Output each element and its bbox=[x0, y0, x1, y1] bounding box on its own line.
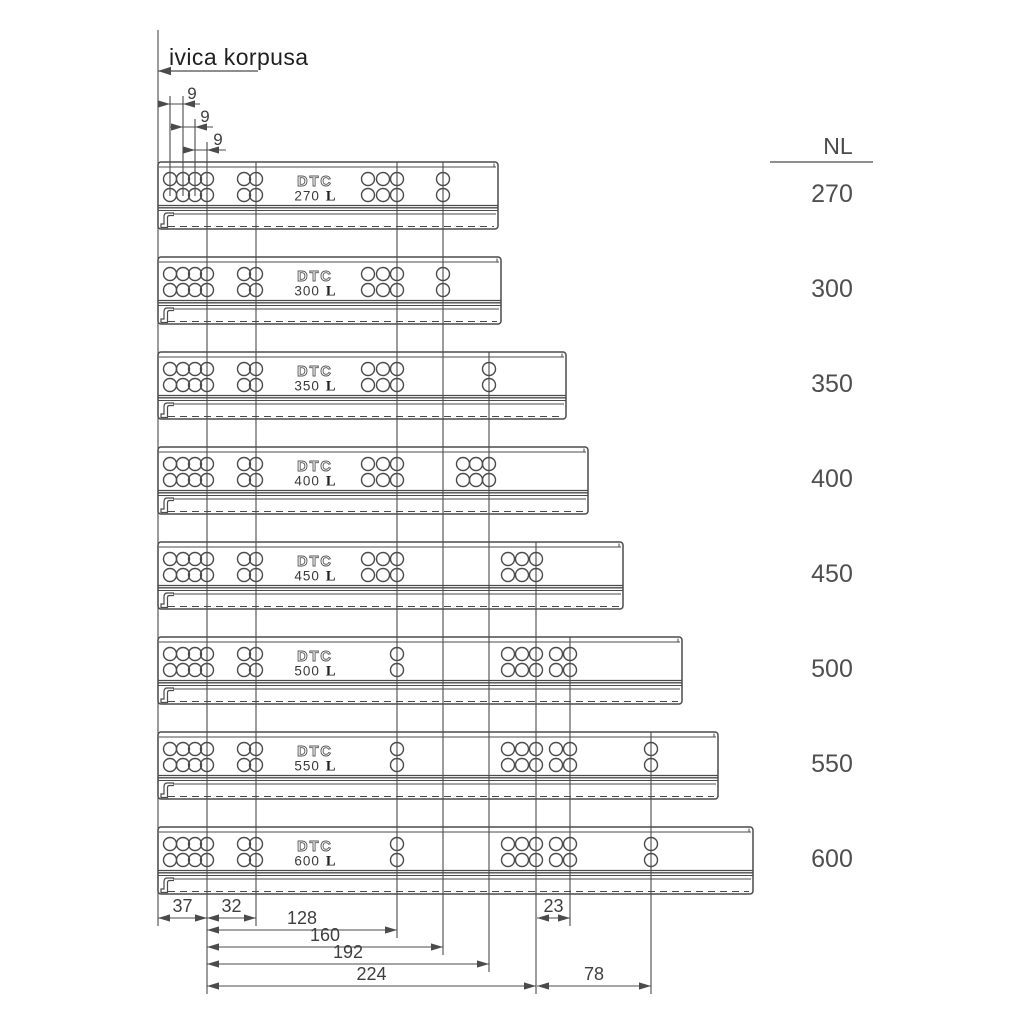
mounting-hole bbox=[164, 474, 177, 487]
mounting-hole bbox=[502, 569, 515, 582]
mounting-hole bbox=[470, 474, 483, 487]
mounting-hole bbox=[177, 664, 190, 677]
rail-size-number: 500 bbox=[294, 663, 320, 679]
bottom-dimension-23 bbox=[537, 896, 570, 922]
mounting-hole bbox=[362, 363, 375, 376]
front-hook bbox=[161, 783, 174, 798]
bottom-dimension-78 bbox=[537, 964, 651, 990]
rail-size-label bbox=[294, 569, 336, 585]
rail-outline bbox=[158, 827, 753, 894]
dimension-label: 128 bbox=[286, 908, 318, 928]
mounting-hole bbox=[550, 743, 563, 756]
nl-value-270: 270 bbox=[811, 180, 853, 208]
brand-logo: DTC bbox=[297, 174, 333, 190]
mounting-hole bbox=[502, 854, 515, 867]
rail-size-label bbox=[294, 759, 336, 775]
mounting-hole bbox=[189, 363, 202, 376]
mounting-hole bbox=[550, 664, 563, 677]
nl-value-450: 450 bbox=[811, 560, 853, 588]
slide-rail-550 bbox=[158, 732, 718, 799]
dimension-arrowhead bbox=[207, 960, 219, 967]
mounting-hole bbox=[164, 363, 177, 376]
mounting-hole bbox=[362, 458, 375, 471]
nl-value-500: 500 bbox=[811, 655, 853, 683]
mounting-hole bbox=[189, 268, 202, 281]
mounting-hole bbox=[189, 648, 202, 661]
mounting-hole bbox=[189, 664, 202, 677]
rail-size-suffix: L bbox=[325, 568, 336, 585]
rail-outline bbox=[158, 637, 682, 704]
rail-size-number: 550 bbox=[294, 758, 320, 774]
rail-size-suffix: L bbox=[325, 378, 336, 395]
dimension-label: 32 bbox=[221, 896, 242, 916]
mounting-hole bbox=[177, 268, 190, 281]
mounting-hole bbox=[377, 268, 390, 281]
mounting-hole bbox=[177, 648, 190, 661]
mounting-hole bbox=[362, 379, 375, 392]
mounting-hole bbox=[189, 284, 202, 297]
mounting-hole bbox=[238, 854, 251, 867]
mounting-hole bbox=[189, 759, 202, 772]
mounting-hole bbox=[377, 189, 390, 202]
mounting-hole bbox=[502, 759, 515, 772]
rail-size-suffix: L bbox=[325, 283, 336, 300]
rail-size-label bbox=[294, 379, 336, 395]
rail-size-label bbox=[294, 664, 336, 680]
dimension-arrowhead bbox=[171, 123, 183, 130]
front-hook bbox=[161, 688, 174, 703]
mounting-hole bbox=[362, 189, 375, 202]
mounting-hole bbox=[238, 268, 251, 281]
rail-outline bbox=[158, 447, 588, 514]
mounting-hole bbox=[177, 854, 190, 867]
mounting-hole bbox=[516, 569, 529, 582]
mounting-hole bbox=[457, 474, 470, 487]
rail-size-suffix: L bbox=[325, 188, 336, 205]
mounting-hole bbox=[189, 474, 202, 487]
mounting-hole bbox=[550, 648, 563, 661]
mounting-hole bbox=[238, 759, 251, 772]
mounting-hole bbox=[189, 458, 202, 471]
bottom-dimension-192 bbox=[207, 942, 489, 968]
rail-size-suffix: L bbox=[325, 758, 336, 775]
mounting-hole bbox=[164, 268, 177, 281]
mounting-hole bbox=[177, 379, 190, 392]
front-hook bbox=[161, 308, 174, 323]
nl-value-600: 600 bbox=[811, 845, 853, 873]
mounting-hole bbox=[377, 284, 390, 297]
top-dimension-9-2 bbox=[183, 130, 226, 154]
dimension-arrowhead bbox=[639, 982, 651, 989]
rail-size-number: 300 bbox=[294, 283, 320, 299]
mounting-hole bbox=[238, 363, 251, 376]
dimension-label: 78 bbox=[583, 964, 605, 984]
dimension-arrowhead bbox=[431, 943, 443, 950]
dimension-arrowhead bbox=[195, 914, 207, 921]
mounting-hole bbox=[516, 664, 529, 677]
mounting-hole bbox=[177, 759, 190, 772]
bottom-dimension-37 bbox=[158, 896, 207, 922]
dimension-arrowhead bbox=[158, 100, 170, 107]
mounting-hole bbox=[164, 458, 177, 471]
slide-rail-400 bbox=[158, 447, 588, 514]
slide-rail-450 bbox=[158, 542, 623, 609]
mounting-hole bbox=[177, 569, 190, 582]
mounting-hole bbox=[238, 664, 251, 677]
mounting-hole bbox=[238, 648, 251, 661]
mounting-hole bbox=[502, 648, 515, 661]
mounting-hole bbox=[550, 838, 563, 851]
dimension-label: 160 bbox=[309, 925, 341, 945]
mounting-hole bbox=[177, 284, 190, 297]
front-hook bbox=[161, 593, 174, 608]
slide-rail-350 bbox=[158, 352, 566, 419]
nl-value-550: 550 bbox=[811, 750, 853, 778]
brand-logo: DTC bbox=[297, 744, 333, 760]
mounting-hole bbox=[470, 458, 483, 471]
mounting-hole bbox=[502, 664, 515, 677]
dimension-label: 9 bbox=[200, 107, 210, 126]
mounting-hole bbox=[502, 838, 515, 851]
mounting-hole bbox=[238, 189, 251, 202]
mounting-hole bbox=[189, 569, 202, 582]
top-dimension-9-0 bbox=[158, 84, 200, 108]
mounting-hole bbox=[362, 474, 375, 487]
nl-value-300: 300 bbox=[811, 275, 853, 303]
mounting-hole bbox=[377, 553, 390, 566]
mounting-hole bbox=[362, 173, 375, 186]
top-dimension-9-1 bbox=[170, 107, 213, 131]
dimension-arrowhead bbox=[207, 943, 219, 950]
mounting-hole bbox=[362, 268, 375, 281]
slide-rail-300 bbox=[158, 257, 501, 324]
rail-size-label bbox=[294, 474, 336, 490]
brand-logo: DTC bbox=[297, 269, 333, 285]
mounting-hole bbox=[238, 173, 251, 186]
mounting-hole bbox=[164, 854, 177, 867]
front-hook bbox=[161, 498, 174, 513]
dimension-arrowhead bbox=[183, 146, 195, 153]
dimension-arrowhead bbox=[537, 982, 549, 989]
mounting-hole bbox=[516, 759, 529, 772]
front-hook bbox=[161, 403, 174, 418]
rail-size-label bbox=[294, 189, 336, 205]
rail-size-suffix: L bbox=[325, 853, 336, 870]
mounting-hole bbox=[164, 569, 177, 582]
front-hook bbox=[161, 878, 174, 893]
dimension-arrowhead bbox=[207, 926, 219, 933]
mounting-hole bbox=[164, 838, 177, 851]
slide-rail-600 bbox=[158, 827, 753, 894]
mounting-hole bbox=[164, 379, 177, 392]
mounting-hole bbox=[238, 553, 251, 566]
brand-logo: DTC bbox=[297, 649, 333, 665]
nl-value-350: 350 bbox=[811, 370, 853, 398]
mounting-hole bbox=[238, 284, 251, 297]
rail-size-suffix: L bbox=[325, 663, 336, 680]
dimension-arrowhead bbox=[477, 960, 489, 967]
mounting-hole bbox=[177, 838, 190, 851]
mounting-hole bbox=[377, 458, 390, 471]
dimension-label: 192 bbox=[332, 942, 364, 962]
mounting-hole bbox=[238, 474, 251, 487]
mounting-hole bbox=[189, 743, 202, 756]
mounting-hole bbox=[164, 743, 177, 756]
brand-logo: DTC bbox=[297, 554, 333, 570]
mounting-hole bbox=[377, 474, 390, 487]
rail-size-number: 350 bbox=[294, 378, 320, 394]
mounting-hole bbox=[164, 648, 177, 661]
mounting-hole bbox=[377, 379, 390, 392]
rail-size-label bbox=[294, 284, 336, 300]
brand-logo: DTC bbox=[297, 459, 333, 475]
rail-size-number: 400 bbox=[294, 473, 320, 489]
bottom-dimension-32 bbox=[207, 896, 256, 922]
mounting-hole bbox=[177, 363, 190, 376]
dimension-arrowhead bbox=[244, 914, 256, 921]
mounting-hole bbox=[164, 664, 177, 677]
rail-outline bbox=[158, 732, 718, 799]
dimension-arrowhead bbox=[207, 914, 219, 921]
mounting-hole bbox=[362, 569, 375, 582]
mounting-hole bbox=[377, 363, 390, 376]
mounting-hole bbox=[238, 379, 251, 392]
mounting-hole bbox=[377, 173, 390, 186]
dimension-label: 9 bbox=[187, 84, 197, 103]
mounting-hole bbox=[516, 648, 529, 661]
mounting-hole bbox=[516, 743, 529, 756]
dimension-label: 23 bbox=[543, 896, 564, 916]
mounting-hole bbox=[238, 569, 251, 582]
bottom-dimension-224 bbox=[207, 964, 536, 990]
mounting-hole bbox=[164, 759, 177, 772]
mounting-hole bbox=[189, 379, 202, 392]
mounting-hole bbox=[362, 553, 375, 566]
mounting-hole bbox=[502, 743, 515, 756]
dimension-arrowhead bbox=[158, 914, 170, 921]
mounting-hole bbox=[550, 759, 563, 772]
rail-size-number: 270 bbox=[294, 188, 320, 204]
dimension-label: 9 bbox=[213, 130, 223, 149]
brand-logo: DTC bbox=[297, 839, 333, 855]
mounting-hole bbox=[238, 838, 251, 851]
mounting-hole bbox=[189, 553, 202, 566]
cabinet-edge-label: ivica korpusa bbox=[169, 44, 309, 70]
mounting-hole bbox=[516, 553, 529, 566]
mounting-hole bbox=[377, 569, 390, 582]
mounting-hole bbox=[177, 743, 190, 756]
mounting-hole bbox=[362, 284, 375, 297]
mounting-hole bbox=[177, 553, 190, 566]
mounting-hole bbox=[164, 553, 177, 566]
brand-logo: DTC bbox=[297, 364, 333, 380]
slide-rail-270 bbox=[158, 162, 498, 229]
mounting-hole bbox=[516, 838, 529, 851]
dimension-label: 224 bbox=[356, 964, 387, 984]
mounting-hole bbox=[550, 854, 563, 867]
nl-value-400: 400 bbox=[811, 465, 853, 493]
mounting-hole bbox=[189, 838, 202, 851]
mounting-hole bbox=[177, 458, 190, 471]
mounting-hole bbox=[238, 743, 251, 756]
rail-size-number: 450 bbox=[294, 568, 320, 584]
bottom-dimension-160 bbox=[207, 925, 443, 951]
dimension-label: 37 bbox=[172, 896, 193, 916]
dimension-arrowhead bbox=[207, 982, 219, 989]
dimension-arrowhead bbox=[524, 982, 536, 989]
rail-size-number: 600 bbox=[294, 853, 320, 869]
mounting-hole bbox=[189, 854, 202, 867]
slide-rail-500 bbox=[158, 637, 682, 704]
rail-size-suffix: L bbox=[325, 473, 336, 490]
dimension-arrowhead bbox=[385, 926, 397, 933]
mounting-hole bbox=[502, 553, 515, 566]
mounting-hole bbox=[457, 458, 470, 471]
front-hook bbox=[161, 213, 174, 228]
mounting-hole bbox=[516, 854, 529, 867]
nl-column-header: NL bbox=[823, 133, 853, 159]
mounting-hole bbox=[177, 474, 190, 487]
mounting-hole bbox=[238, 458, 251, 471]
mounting-hole bbox=[164, 284, 177, 297]
rail-size-label bbox=[294, 854, 336, 870]
